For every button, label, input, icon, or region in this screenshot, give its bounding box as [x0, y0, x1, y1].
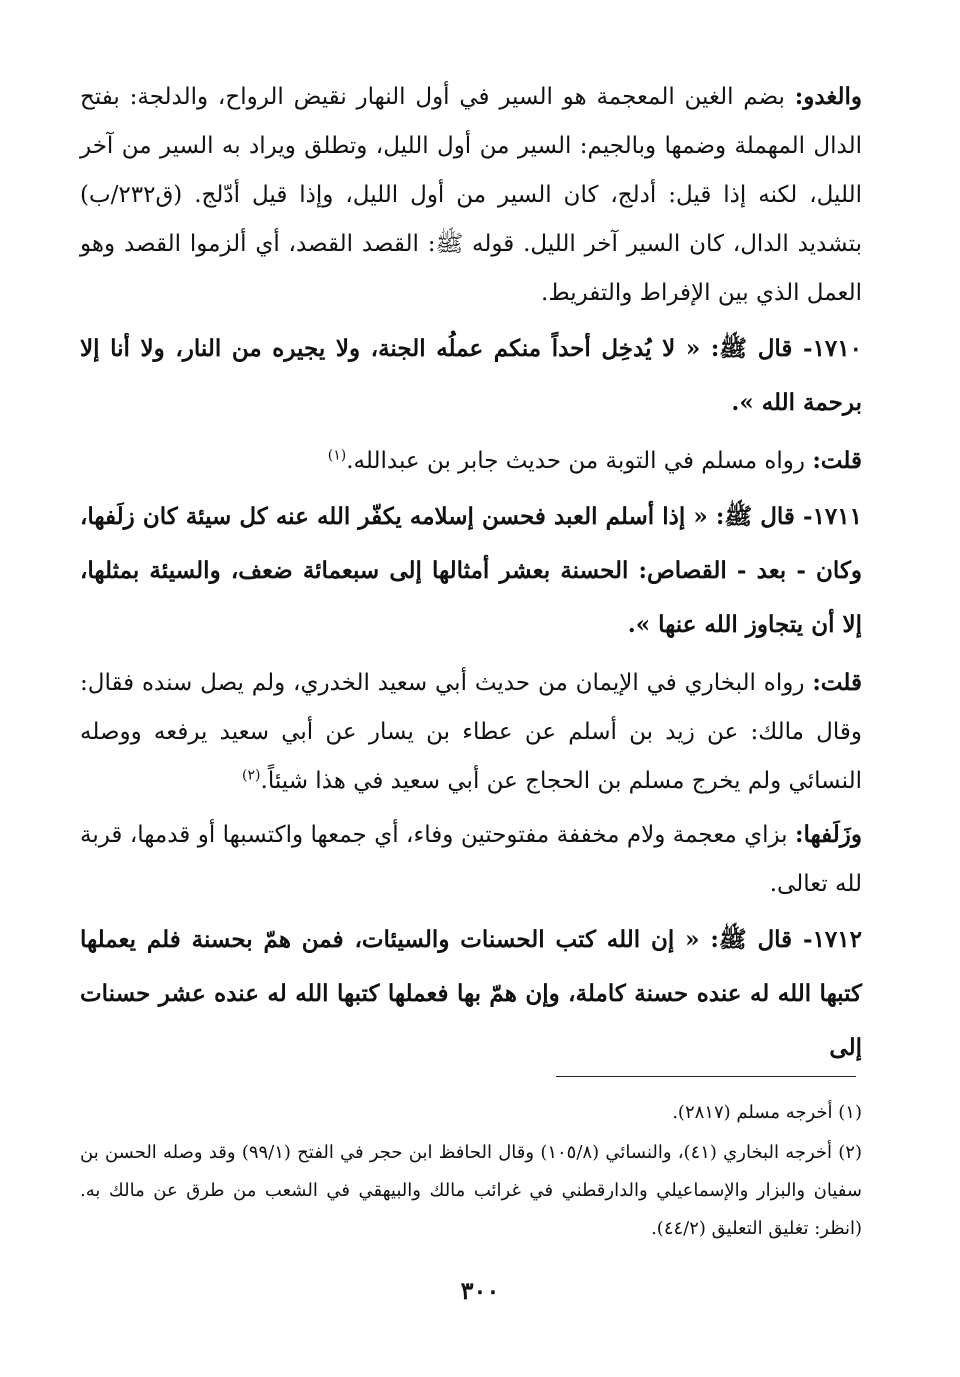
- paragraph-ghadw: [80, 72, 862, 318]
- paragraph-lead: قلت:: [812, 669, 862, 696]
- paragraph-text: رواه مسلم في التوبة من حديث جابر بن عبدالله.: [346, 448, 813, 474]
- footnote-divider: [556, 1076, 856, 1077]
- paragraph-text: بزاي معجمة ولام مخففة مفتوحتين وفاء، أي جمعها واكتسبها أو قدمها، قربة لله تعالى.: [80, 822, 862, 897]
- footnotes: [80, 1094, 862, 1250]
- paragraph-qultu-1: [80, 436, 862, 486]
- paragraph-text: رواه البخاري في الإيمان من حديث أبي سعيد الخدري، ولم يصل سنده فقال: وقال مالك: عن زيد بن أسلم عن عطاء بن يسار عن أبي سعيد يرفعه ووصله النسائي ولم يخرج مسلم بن الحجاج عن أبي سعيد في هذا شيئاً.: [80, 670, 862, 794]
- footnote-ref: (٢): [242, 767, 261, 784]
- hadith-1711: ١٧١١- قال ﷺ: « إذا أسلم العبد فحسن إسلامه يكفّر الله عنه كل سيئة كان زلَفها، وكان - بعد - القصاص: الحسنة بعشر أمثالها إلى سبعمائة ضعف، والسيئة بمثلها، إلا أن يتجاوز الله عنها ».: [80, 503, 862, 638]
- paragraph-text: بضم الغين المعجمة هو السير في أول النهار نقيض الرواح، والدلجة: بفتح الدال المهملة وضمها وبالجيم: السير من أول الليل، وتطلق ويراد به السير من آخر الليل، لكنه إذا قيل: أدلج، كان السير من أول الليل، وإذا قيل أدّلج. (ق٢٣٢/ب) بتشديد الدال، كان السير آخر الليل. قوله ﷺ: القصد القصد، أي ألزموا القصد وهو العمل الذي بين الإفراط والتفريط.: [80, 84, 862, 306]
- page-number: ٣٠٠: [460, 1276, 500, 1305]
- page-body: [80, 72, 862, 1081]
- paragraph-lead: والغدو:: [794, 83, 862, 110]
- paragraph-lead: وزَلَفها:: [795, 821, 862, 848]
- footnote-2: (٢) أخرجه البخاري (٤١)، والنسائي (١٠٥/٨) وقال الحافظ ابن حجر في الفتح (٩٩/١) وقد وصله الحسن بن سفيان والبزار والإسماعيلي والدارقطني في غرائب مالك والبيهقي في الشعب من طرق عن مالك به. (انظر: تغليق التعليق (٤٤/٢).: [80, 1142, 862, 1239]
- paragraph-zalafaha: [80, 810, 862, 909]
- footnote-1: (١) أخرجه مسلم (٢٨١٧).: [672, 1102, 862, 1123]
- paragraph-qultu-2: [80, 658, 862, 806]
- paragraph-lead: قلت:: [812, 447, 862, 474]
- hadith-1710: ١٧١٠- قال ﷺ: « لا يُدخِل أحداً منكم عملُه الجنة، ولا يجيره من النار، ولا أنا إلا برحمة الله ».: [80, 335, 862, 416]
- footnote-ref: (١): [327, 447, 347, 464]
- hadith-1712: ١٧١٢- قال ﷺ: « إن الله كتب الحسنات والسيئات، فمن همّ بحسنة فلم يعملها كتبها الله له عنده حسنة كاملة، وإن همّ بها فعملها كتبها الله له عنده عشر حسنات إلى: [80, 926, 862, 1061]
